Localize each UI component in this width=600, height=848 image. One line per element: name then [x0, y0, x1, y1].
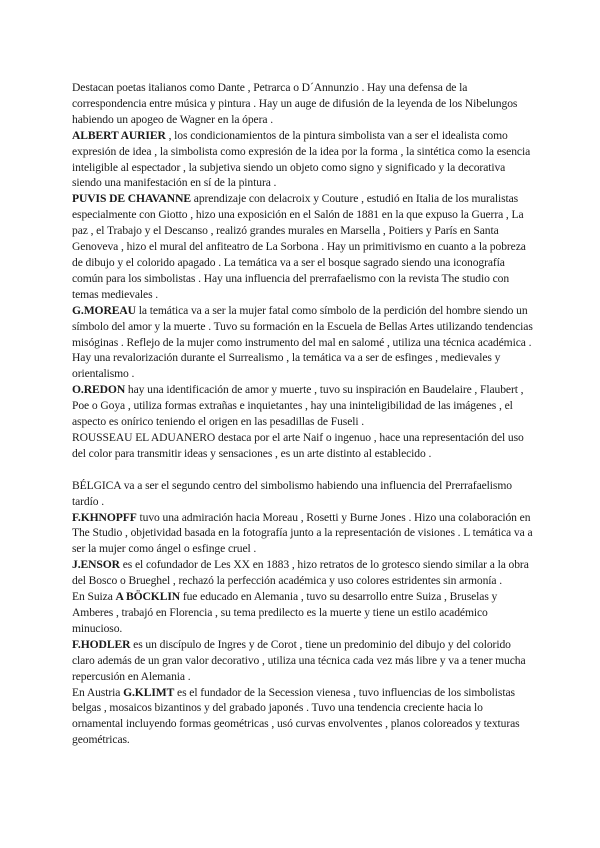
- paragraph-chavanne: [72, 191, 534, 302]
- paragraph-rousseau: [72, 430, 534, 462]
- paragraph-khnopff: [72, 510, 534, 558]
- document-body: [72, 80, 534, 748]
- paragraph-prefix: En Suiza: [72, 590, 116, 604]
- paragraph-intro: [72, 80, 534, 128]
- paragraph-bocklin: [72, 589, 534, 637]
- artist-name: ALBERT AURIER: [72, 128, 166, 142]
- paragraph-text: es el fundador de la Secession vienesa , tuvo influencias de los simbolistas belgas , mosaicos bizantinos y del grabado japonés . Tuvo una tendencia creciente hacia lo ornamental incluyendo formas geométricas , usó curvas envolventes , planos coloreados y texturas geométricas.: [72, 685, 520, 747]
- paragraph-text: es el cofundador de Les XX en 1883 , hizo retratos de lo grotesco siendo similar a la obra del Bosco o Brueghel , rechazó la perfección académica y uso colores estridentes sin armonía .: [72, 558, 529, 588]
- paragraph-text: , los condicionamientos de la pintura simbolista van a ser el idealista como expresión de idea , la simbolista como expresión de la idea por la forma , la sintética como la esencia inteligible al espectador , la subjetiva siendo un objeto como signo y significado y la decorativa siendo una manifestación en sí de la pintura .: [72, 128, 531, 190]
- paragraph-text: hay una identificación de amor y muerte , tuvo su inspiración en Baudelaire , Flaubert , Poe o Goya , utiliza formas extrañas e inquietantes , hay una ininteligibilidad de las imágenes , el aspecto es onírico teniendo el origen en las pesadillas de Fuseli .: [72, 383, 524, 429]
- artist-name: G.KLIMT: [123, 685, 175, 699]
- paragraph-text: aprendizaje con delacroix y Couture , estudió en Italia de los muralistas especialmente con Giotto , hizo una exposición en el Salón de 1881 en la que expuso la Guerra , La paz , el Trabajo y el Descanso , realizó grandes murales en Marsella , Poitiers y París en Santa Genoveva , hizo el mural del anfiteatro de La Sorbona . Hay un primitivismo en cuanto a la pobreza de dibujo y el colorido apagado . La temática va a ser el bosque sagrado siendo una iconografía común para los simbolistas . Hay una influencia del prerrafaelismo con la revista The studio con temas medievales .: [72, 192, 526, 301]
- paragraph-aurier: [72, 128, 534, 192]
- artist-name: PUVIS DE CHAVANNE: [72, 192, 191, 206]
- paragraph-redon: [72, 382, 534, 430]
- paragraph-klimt: [72, 685, 534, 749]
- paragraph-text: ROUSSEAU EL ADUANERO destaca por el arte Naif o ingenuo , hace una representación del uso del color para transmitir ideas y sensaciones , es un arte distinto al establecido .: [72, 430, 524, 460]
- paragraph-text: tuvo una admiración hacia Moreau , Rosetti y Burne Jones . Hizo una colaboración en The Studio , objetividad basada en la fotografía junto a la representación de visiones . L temática va a ser la mujer como ángel o esfinge cruel .: [72, 510, 533, 556]
- artist-name: G.MOREAU: [72, 303, 136, 317]
- paragraph-text: fue educado en Alemania , tuvo su desarrollo entre Suiza , Bruselas y Amberes , trabajó en Florencia , su tema predilecto es la muerte y tiene un estilo académico minucioso.: [72, 590, 498, 635]
- artist-name: O.REDON: [72, 383, 126, 397]
- artist-name: F.KHNOPFF: [72, 510, 137, 524]
- paragraph-text: es un discípulo de Ingres y de Corot , tiene un predominio del dibujo y del colorido claro además de un gran valor decorativo , utiliza una técnica cada vez más libre y va a tener mucha repercusión en Alemania .: [72, 637, 526, 683]
- paragraph-moreau: [72, 303, 534, 383]
- artist-name: F.HODLER: [72, 637, 131, 651]
- artist-name: A BÖCKLIN: [115, 590, 181, 604]
- paragraph-belgica: [72, 478, 534, 510]
- paragraph-prefix: En Austria: [72, 685, 124, 699]
- paragraph-text: BÉLGICA va a ser el segundo centro del simbolismo habiendo una influencia del Prerrafaelismo tardío .: [72, 478, 512, 508]
- paragraph-text: Destacan poetas italianos como Dante , Petrarca o D´Annunzio . Hay una defensa de la correspondencia entre música y pintura . Hay un auge de difusión de la leyenda de los Nibelungos habiendo un apogeo de Wagner en la ópera .: [72, 81, 518, 126]
- paragraph-spacer: [72, 462, 534, 478]
- paragraph-hodler: [72, 637, 534, 685]
- artist-name: J.ENSOR: [72, 558, 120, 572]
- paragraph-ensor: [72, 557, 534, 589]
- paragraph-text: la temática va a ser la mujer fatal como símbolo de la perdición del hombre siendo un símbolo del amor y la muerte . Tuvo su formación en la Escuela de Bellas Artes utilizando tendencias misóginas . Reflejo de la mujer como instrumento del mal en salomé , utiliza una técnica académica . Hay una revalorización durante el Surrealismo , la temática va a ser de esfinges , medievales y orientalismo .: [72, 303, 533, 381]
